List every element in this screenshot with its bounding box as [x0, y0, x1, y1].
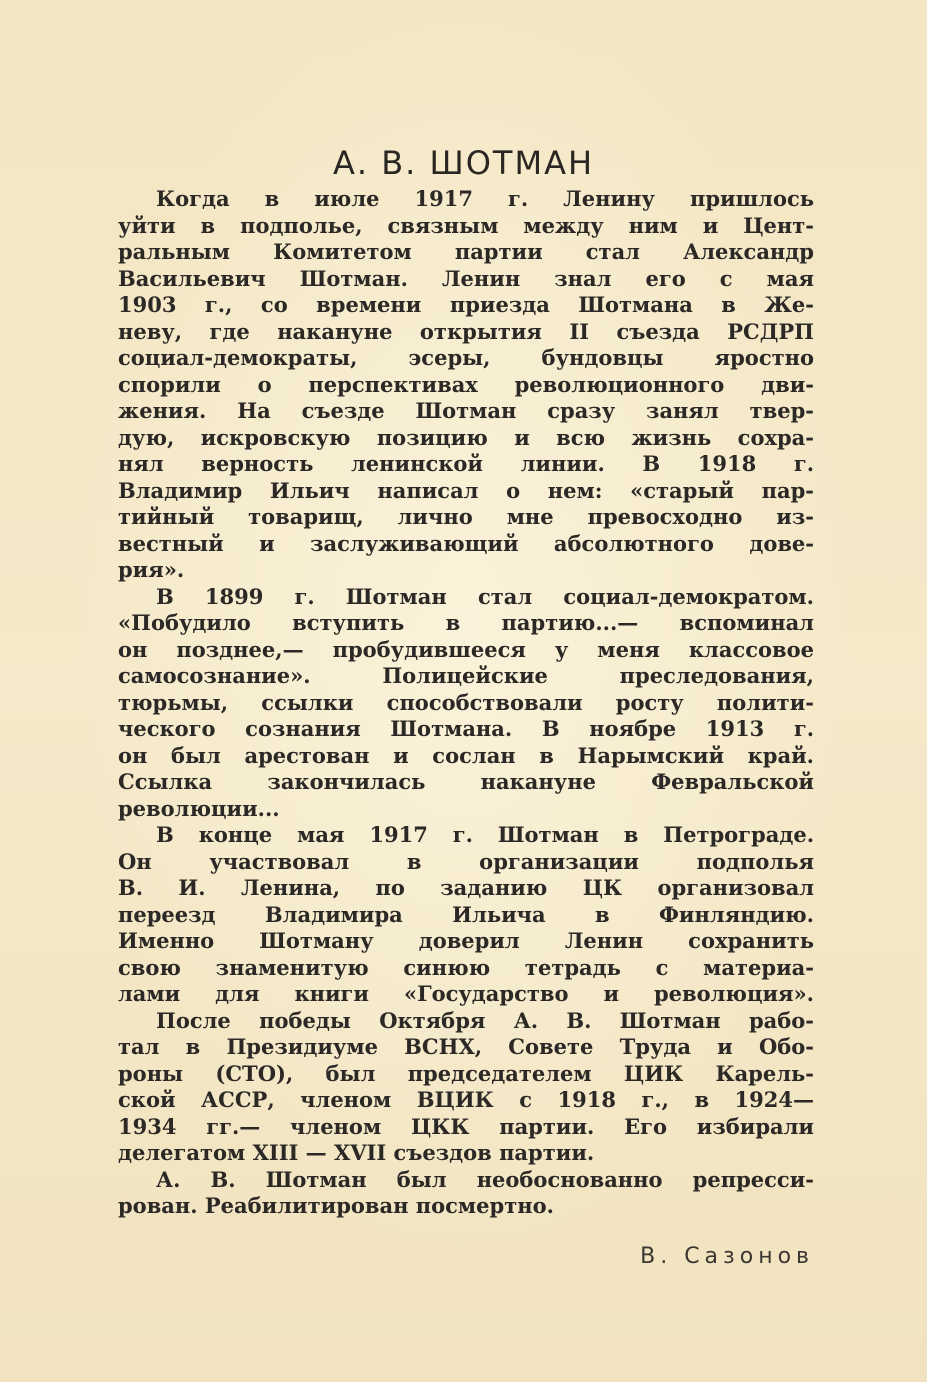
text-line: В. И. Ленина, по заданию ЦК организовал: [118, 875, 814, 900]
text-line: жения. На съезде Шотман сразу занял твер-: [118, 398, 814, 423]
text-line: дую, искровскую позицию и всю жизнь сохра-: [118, 424, 814, 450]
text-line: он был арестован и сослан в Нарымский край.: [118, 742, 814, 768]
text-line: он позднее,— пробудившееся у меня классовое: [118, 636, 814, 662]
text-line: ской АССР, членом ВЦИК с 1918 г., в 1924—: [118, 1087, 814, 1112]
text-line: вестный и заслуживающий абсолютного дове-: [118, 530, 814, 556]
text-line: тийный товарищ, лично мне превосходно из-: [118, 504, 814, 529]
text-line: После победы Октября А. В. Шотман рабо-: [156, 1007, 814, 1033]
text-line: нял верность ленинской линии. В 1918 г.: [118, 451, 814, 476]
text-line: переезд Владимира Ильича в Финляндию.: [118, 901, 814, 927]
text-line: Именно Шотману доверил Ленин сохранить: [118, 928, 814, 953]
text-line: делегатом XIII — XVII съездов партии.: [118, 1140, 595, 1165]
article-body: [118, 186, 814, 1220]
page-title: А. В. ШОТМАН: [332, 144, 595, 182]
text-line: В конце мая 1917 г. Шотман в Петрограде.: [156, 822, 814, 847]
text-line: А. В. Шотман был необоснованно репресси-: [156, 1166, 814, 1192]
text-line: рия».: [118, 557, 185, 582]
text-line: Когда в июле 1917 г. Ленину пришлось: [156, 186, 814, 211]
text-line: роны (СТО), был председателем ЦИК Карель-: [118, 1060, 814, 1086]
text-line: Ссылка закончилась накануне Февральской: [118, 769, 814, 794]
text-line: тюрьмы, ссылки способствовали росту полити-: [118, 689, 814, 715]
text-line: ральным Комитетом партии стал Александр: [118, 239, 814, 264]
text-line: Васильевич Шотман. Ленин знал его с мая: [118, 265, 814, 291]
text-line: свою знаменитую синюю тетрадь с материа-: [118, 954, 814, 980]
text-line: неву, где накануне открытия II съезда РСДРП: [118, 318, 814, 344]
text-line: «Побудило вступить в партию...— вспоминал: [118, 610, 814, 635]
text-line: уйти в подполье, связным между ним и Цент-: [118, 212, 814, 238]
text-line: социал-демократы, эсеры, бундовцы яростно: [118, 345, 814, 370]
text-line: лами для книги «Государство и революция».: [118, 981, 814, 1006]
text-line: 1903 г., со времени приезда Шотмана в Же-: [118, 292, 814, 317]
author-signature: В. Сазонов: [640, 1244, 814, 1269]
text-line: Он участвовал в организации подполья: [118, 848, 814, 874]
text-line: В 1899 г. Шотман стал социал-демократом.: [156, 583, 814, 609]
text-line: спорили о перспективах революционного дви-: [118, 371, 814, 397]
text-line: ческого сознания Шотмана. В ноябре 1913 г.: [118, 716, 814, 741]
text-line: тал в Президиуме ВСНХ, Совете Труда и Обо-: [118, 1034, 814, 1059]
text-line: самосознание». Полицейские преследования,: [118, 663, 814, 688]
text-line: революции...: [118, 795, 280, 821]
text-line: 1934 гг.— членом ЦКК партии. Его избирали: [118, 1113, 814, 1139]
text-line: рован. Реабилитирован посмертно.: [118, 1193, 554, 1218]
text-line: Владимир Ильич написал о нем: «старый пар-: [118, 477, 814, 503]
